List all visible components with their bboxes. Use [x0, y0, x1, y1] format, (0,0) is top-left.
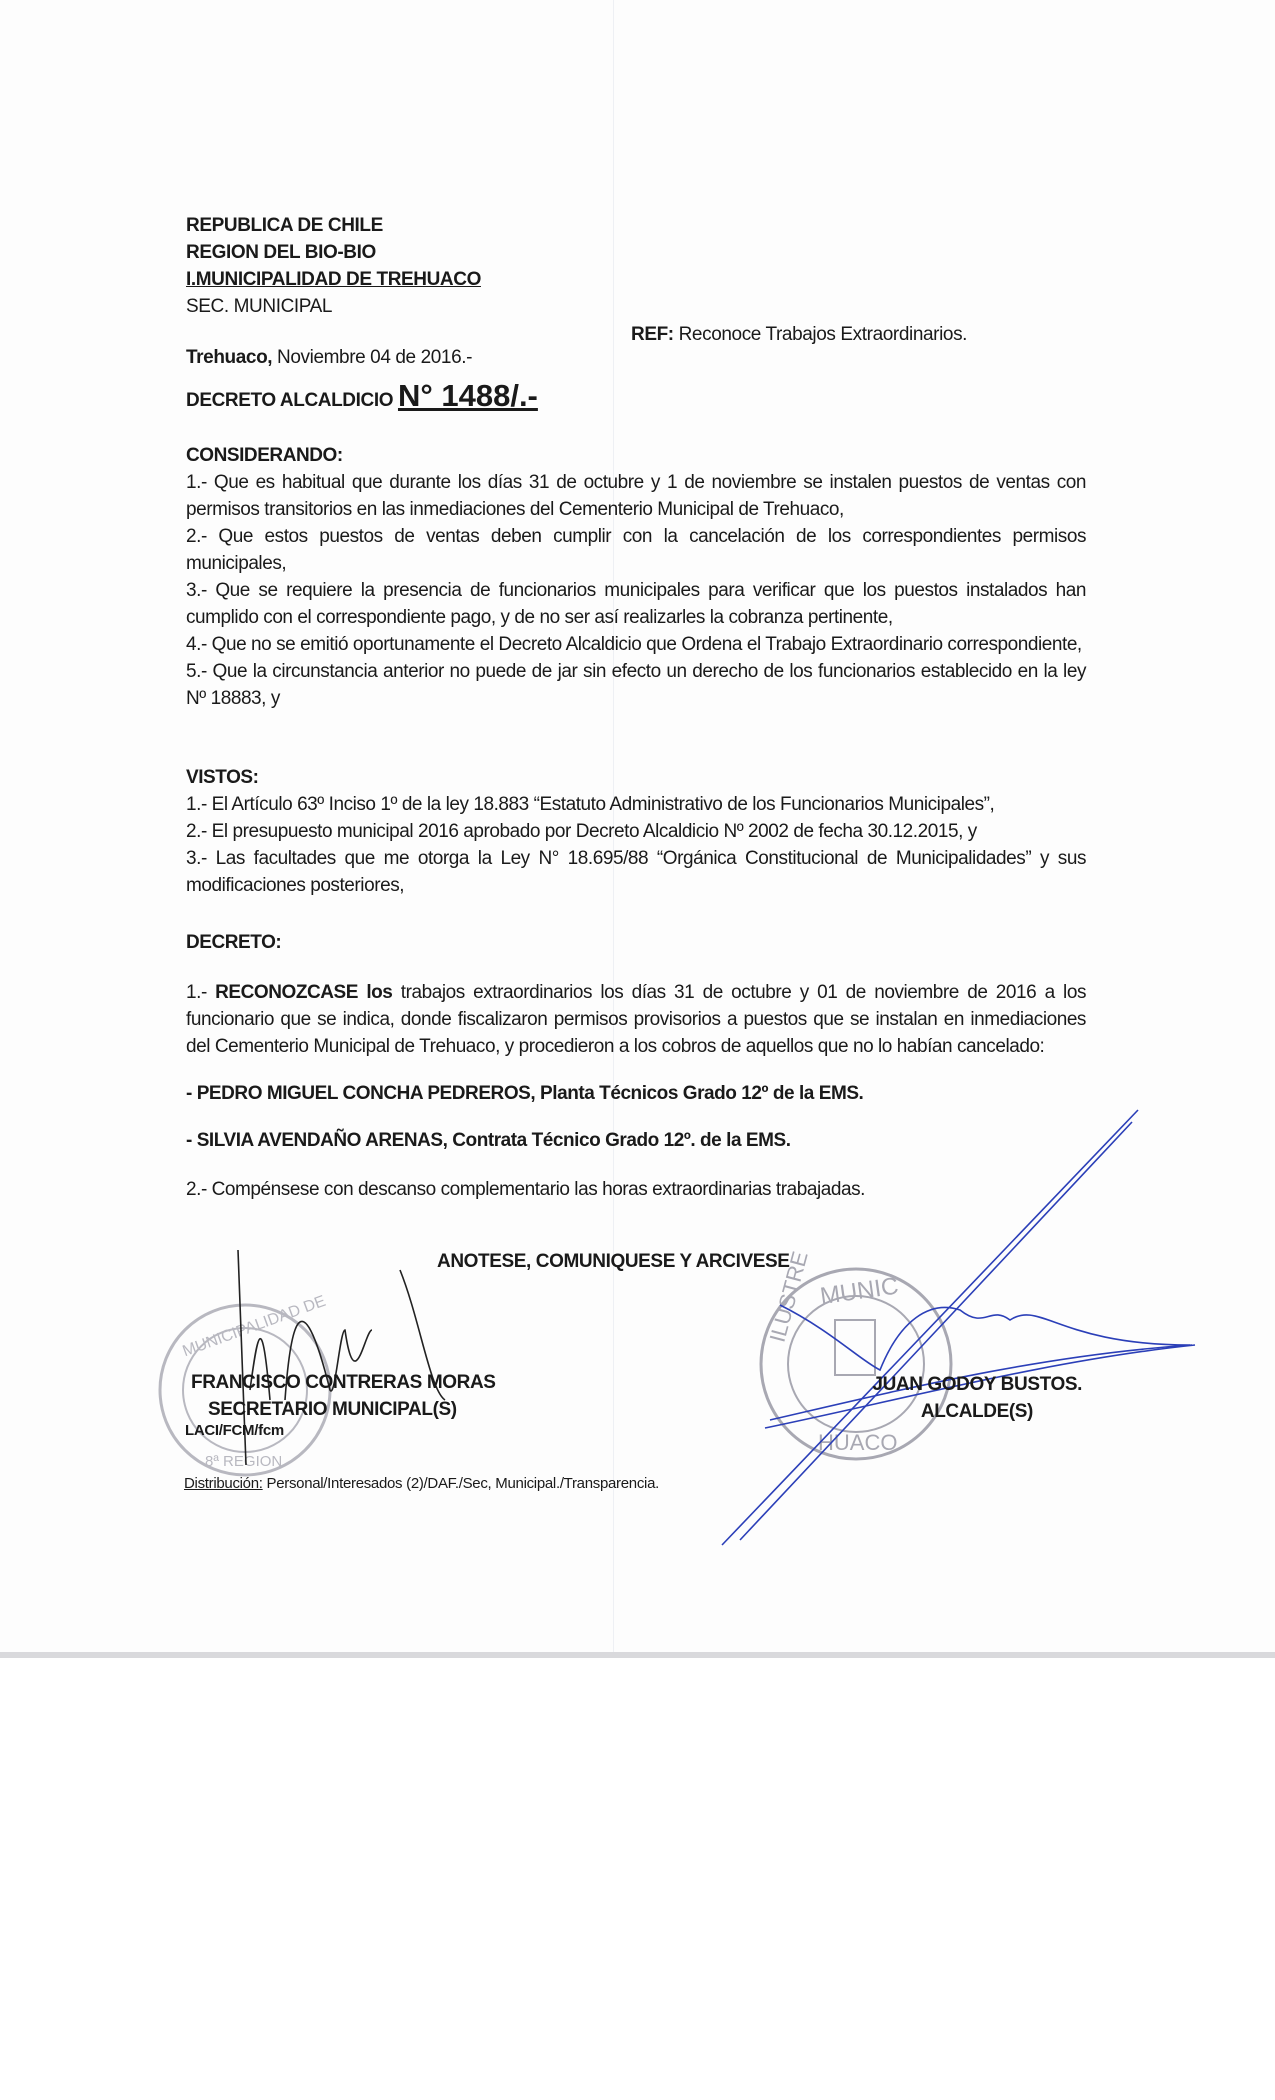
decreto-item-2: 2.- Compénsese con descanso complementario las horas extraordinarias trabajadas. [186, 1179, 865, 1200]
header-department: SEC. MUNICIPAL [186, 296, 333, 317]
svg-text:HUACO: HUACO [818, 1430, 898, 1455]
decree-label: DECRETO ALCALDICIO [186, 390, 398, 411]
item-number: 1.- [186, 982, 216, 1003]
left-signatory-title: SECRETARIO MUNICIPAL(S) [208, 1399, 457, 1420]
header-region: REGION DEL BIO-BIO [186, 242, 376, 263]
vistos-item: 3.- Las facultades que me otorga la Ley N° 18.695/88 “Orgánica Constitucional de Municipalidades” y sus modificaciones posteriores, [186, 848, 1086, 896]
header-country: REPUBLICA DE CHILE [186, 215, 383, 236]
place: Trehuaco, [186, 347, 273, 368]
person-2: - SILVIA AVENDAÑO ARENAS, Contrata Técnico Grado 12º. de la EMS. [186, 1130, 791, 1151]
date: Noviembre 04 de 2016.- [272, 347, 473, 368]
vistos-item: 2.- El presupuesto municipal 2016 aprobado por Decreto Alcaldicio Nº 2002 de fecha 30.12.2015, y [186, 821, 977, 842]
left-signatory-name: FRANCISCO CONTRERAS MORAS [191, 1372, 496, 1393]
svg-text:MUNIC: MUNIC [818, 1272, 901, 1311]
considerando-item: 1.- Que es habitual que durante los días 31 de octubre y 1 de noviembre se instalen puestos de ventas con permisos transitorios en las inmediaciones del Cementerio Municipal de Trehuaco, [186, 472, 1086, 520]
decreto-title: DECRETO: [186, 932, 282, 953]
distribution-label: Distribución: [184, 1475, 263, 1492]
right-signatory-title: ALCALDE(S) [920, 1401, 1033, 1422]
svg-text:8ª REGION: 8ª REGION [205, 1453, 283, 1470]
vistos-item: 1.- El Artículo 63º Inciso 1º de la ley 18.883 “Estatuto Administrativo de los Funcionarios Municipales”, [186, 794, 995, 815]
vistos-title: VISTOS: [186, 767, 259, 788]
svg-text:ILUSTRE: ILUSTRE [764, 1248, 813, 1345]
svg-text:MUNICIPALIDAD DE: MUNICIPALIDAD DE [180, 1292, 329, 1361]
person-1: - PEDRO MIGUEL CONCHA PEDREROS, Planta Técnicos Grado 12º de la EMS. [186, 1083, 864, 1104]
considerando-item: 4.- Que no se emitió oportunamente el Decreto Alcaldicio que Ordena el Trabajo Extraordinario correspondiente, [186, 634, 1082, 655]
ref-text: Reconoce Trabajos Extraordinarios. [673, 324, 968, 345]
header-municipality: I.MUNICIPALIDAD DE TREHUACO [186, 269, 481, 290]
distribution-text: Personal/Interesados (2)/DAF./Sec, Municipal./Transparencia. [262, 1475, 659, 1492]
item-bold: RECONOZCASE los [215, 982, 393, 1003]
considerando-title: CONSIDERANDO: [186, 445, 343, 466]
right-signatory-name: JUAN GODOY BUSTOS. [872, 1374, 1082, 1395]
closing-formula: ANOTESE, COMUNIQUESE Y ARCIVESE [437, 1251, 790, 1272]
decree-number: N° 1488/.- [397, 378, 538, 413]
considerando-item: 2.- Que estos puestos de ventas deben cumplir con la cancelación de los correspondientes permisos municipales, [186, 526, 1086, 574]
reference-initials: LACI/FCM/fcm [185, 1422, 284, 1439]
considerando-item: 3.- Que se requiere la presencia de funcionarios municipales para verificar que los puestos instalados han cumplido con el correspondiente pago, y de no ser así realizarles la cobranza pertinente, [186, 580, 1086, 628]
distribution [184, 1475, 659, 1492]
item-text: trabajos extraordinarios los días 31 de octubre y 01 de noviembre de 2016 a los funcionario que se indica, donde fiscalizaron permisos provisorios a puestos que se instalan en inmediaciones del Cementerio Municipal de Trehuaco, y procedieron a los cobros de aquellos que no lo habían cancelado: [186, 982, 1086, 1057]
ref-label: REF: [631, 324, 674, 345]
considerando-item: 5.- Que la circunstancia anterior no puede de jar sin efecto un derecho de los funcionarios establecido en la ley Nº 18883, y [186, 661, 1086, 709]
